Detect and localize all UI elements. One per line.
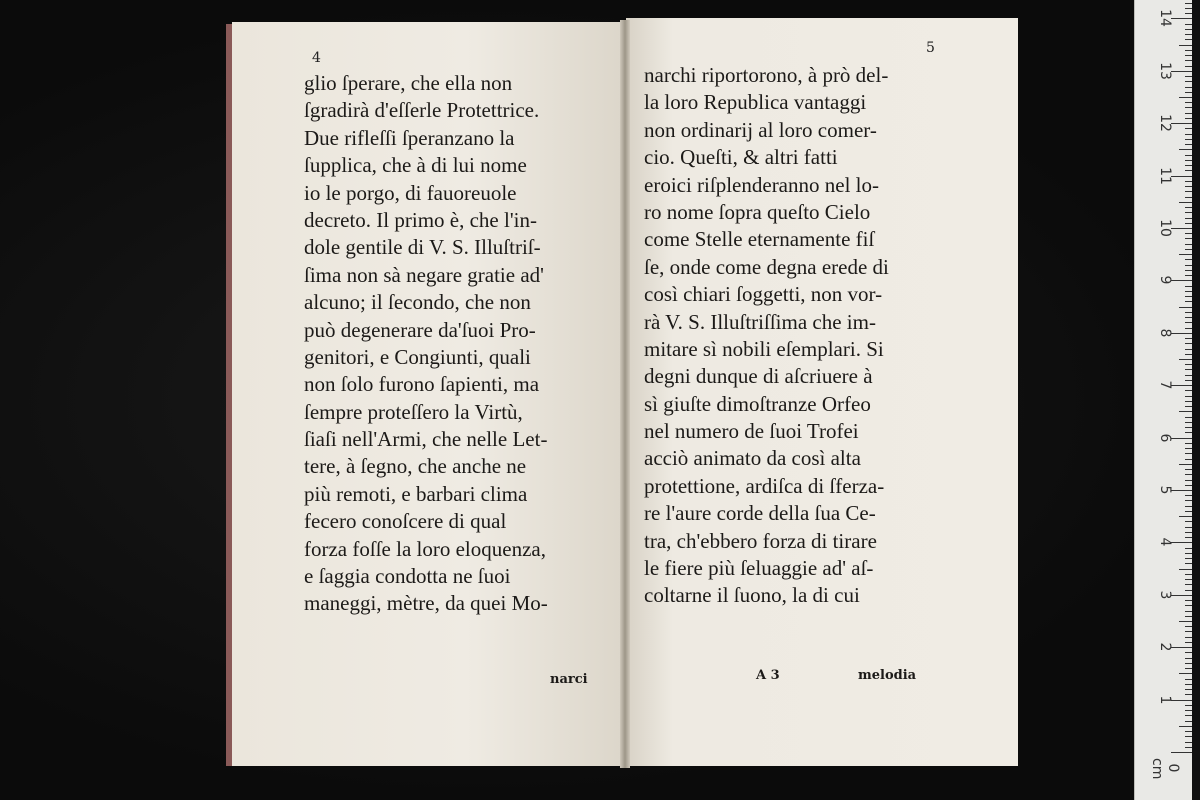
right-page-line: la loro Republica vantaggi (644, 90, 867, 115)
ruler-tick (1171, 385, 1193, 386)
left-page-line: e ſaggia condotta ne ſuoi (304, 564, 511, 589)
right-page-line: nel numero de ſuoi Trofei (644, 419, 859, 444)
left-page-line: più remoti, e barbari clima (304, 481, 528, 506)
right-page-line: cio. Queſti, & altri fatti (644, 145, 838, 170)
left-page-line: non ſolo furono ſapienti, ma (304, 372, 540, 397)
ruler-tick (1171, 71, 1193, 72)
right-page-line: mitare sì nobili eſemplari. Si (644, 336, 884, 361)
ruler-tick (1179, 202, 1193, 203)
ruler-tick (1171, 647, 1193, 648)
book-gutter (620, 20, 630, 768)
left-page-line: glio ſperare, che ella non (304, 71, 513, 95)
ruler-tick (1171, 490, 1193, 491)
right-page (626, 18, 1018, 766)
ruler-number: 7 (1157, 380, 1173, 390)
ruler-tick (1179, 673, 1193, 674)
right-page-line: eroici riſplenderanno nel lo- (644, 172, 879, 197)
right-page-line: non ordinarij al loro comer- (644, 117, 877, 142)
ruler-unit-label: 0 cm (1149, 758, 1181, 780)
left-page-line: ſiaſi nell'Armi, che nelle Let- (304, 427, 548, 452)
ruler-tick (1179, 359, 1193, 360)
left-page-number: 4 (312, 50, 321, 66)
left-page (232, 22, 624, 766)
left-page-line: può degenerare da'ſuoi Pro- (304, 317, 536, 342)
left-page-line: tere, à ſegno, che anche ne (304, 454, 527, 479)
right-page-line: così chiari ſoggetti, non vor- (644, 282, 883, 307)
ruler-tick (1179, 149, 1193, 150)
ruler-tick (1171, 595, 1193, 596)
right-page-number: 5 (926, 40, 935, 56)
ruler-edge (1192, 0, 1200, 800)
ruler-number: 10 (1157, 219, 1173, 237)
right-page-line: le fiere più ſeluaggie ad' aſ- (644, 556, 874, 581)
right-page-line: ro nome ſopra queſto Cielo (644, 199, 871, 224)
ruler-number: 11 (1157, 166, 1173, 185)
right-page-line: degni dunque di aſcriuere à (644, 364, 873, 389)
ruler-tick (1171, 280, 1193, 281)
ruler-tick (1171, 18, 1193, 19)
right-page-line: rà V. S. Illuſtriſſima che im- (644, 309, 876, 334)
right-catchword: melodia (858, 668, 917, 683)
ruler-number: 12 (1157, 114, 1173, 133)
left-page-line: ſima non sà negare gratie ad' (304, 262, 544, 287)
right-page-line: tra, ch'ebbero forza di tirare (644, 528, 877, 553)
left-page-line: maneggi, mètre, da quei Mo- (304, 591, 548, 616)
right-page-line: acciò animato da così alta (644, 446, 861, 471)
right-page-line: come Stelle eternamente fiſ (644, 227, 875, 252)
ruler-number: 6 (1157, 433, 1173, 443)
ruler-tick (1179, 464, 1193, 465)
signature-mark: A 3 (756, 668, 780, 683)
ruler-tick (1179, 254, 1193, 255)
ruler-number: 8 (1157, 328, 1173, 338)
right-page-line: re l'aure corde della ſua Ce- (644, 501, 876, 526)
ruler-number: 14 (1157, 9, 1173, 28)
right-page-line: protettione, ardiſca di ſferza- (644, 473, 885, 498)
ruler-tick (1171, 438, 1193, 439)
left-page-line: ſempre proteſſero la Virtù, (304, 399, 523, 424)
left-page-line: ſupplica, che à di lui nome (304, 153, 527, 178)
ruler-number: 2 (1157, 642, 1173, 652)
ruler-number: 3 (1157, 590, 1173, 600)
right-page-text (644, 62, 889, 610)
ruler-number: 4 (1157, 537, 1173, 547)
ruler-number: 9 (1157, 275, 1173, 285)
ruler-tick (1171, 228, 1193, 229)
left-page-line: genitori, e Congiunti, quali (304, 344, 531, 369)
left-page-line: decreto. Il primo è, che l'in- (304, 207, 537, 232)
right-page-line: sì giuſte dimoſtranze Orfeo (644, 391, 871, 416)
left-page-line: dole gentile di V. S. Illuſtriſ- (304, 235, 541, 260)
ruler-tick (1179, 569, 1193, 570)
right-page-line: ſe, onde come degna erede di (644, 254, 889, 279)
ruler-tick (1171, 752, 1193, 753)
ruler-tick (1171, 700, 1193, 701)
ruler-number: 1 (1157, 695, 1173, 705)
left-page-line: Due rifleſſi ſperanzano la (304, 125, 515, 150)
ruler-tick (1179, 621, 1193, 622)
left-page-line: io le porgo, di fauoreuole (304, 180, 517, 205)
ruler-tick (1171, 542, 1193, 543)
ruler-tick (1171, 176, 1193, 177)
ruler-tick (1179, 516, 1193, 517)
ruler-tick (1171, 123, 1193, 124)
ruler-tick (1179, 726, 1193, 727)
right-page-line: coltarne il ſuono, la di cui (644, 583, 860, 608)
left-catchword: narci (550, 672, 588, 687)
measuring-ruler (1134, 0, 1193, 800)
ruler-tick (1179, 411, 1193, 412)
left-page-line: fecero conoſcere di qual (304, 509, 507, 534)
left-page-line: alcuno; il ſecondo, che non (304, 290, 531, 315)
right-page-line: narchi riportorono, à prò del- (644, 63, 889, 87)
ruler-tick (1179, 307, 1193, 308)
left-page-line: ſgradirà d'eſſerle Protettrice. (304, 98, 540, 123)
ruler-number: 13 (1157, 61, 1173, 80)
left-page-line: forza foſſe la loro eloquenza, (304, 536, 546, 561)
ruler-tick (1171, 333, 1193, 334)
ruler-tick (1179, 45, 1193, 46)
ruler-tick (1179, 97, 1193, 98)
left-page-text (304, 70, 548, 618)
ruler-number: 5 (1157, 485, 1173, 495)
